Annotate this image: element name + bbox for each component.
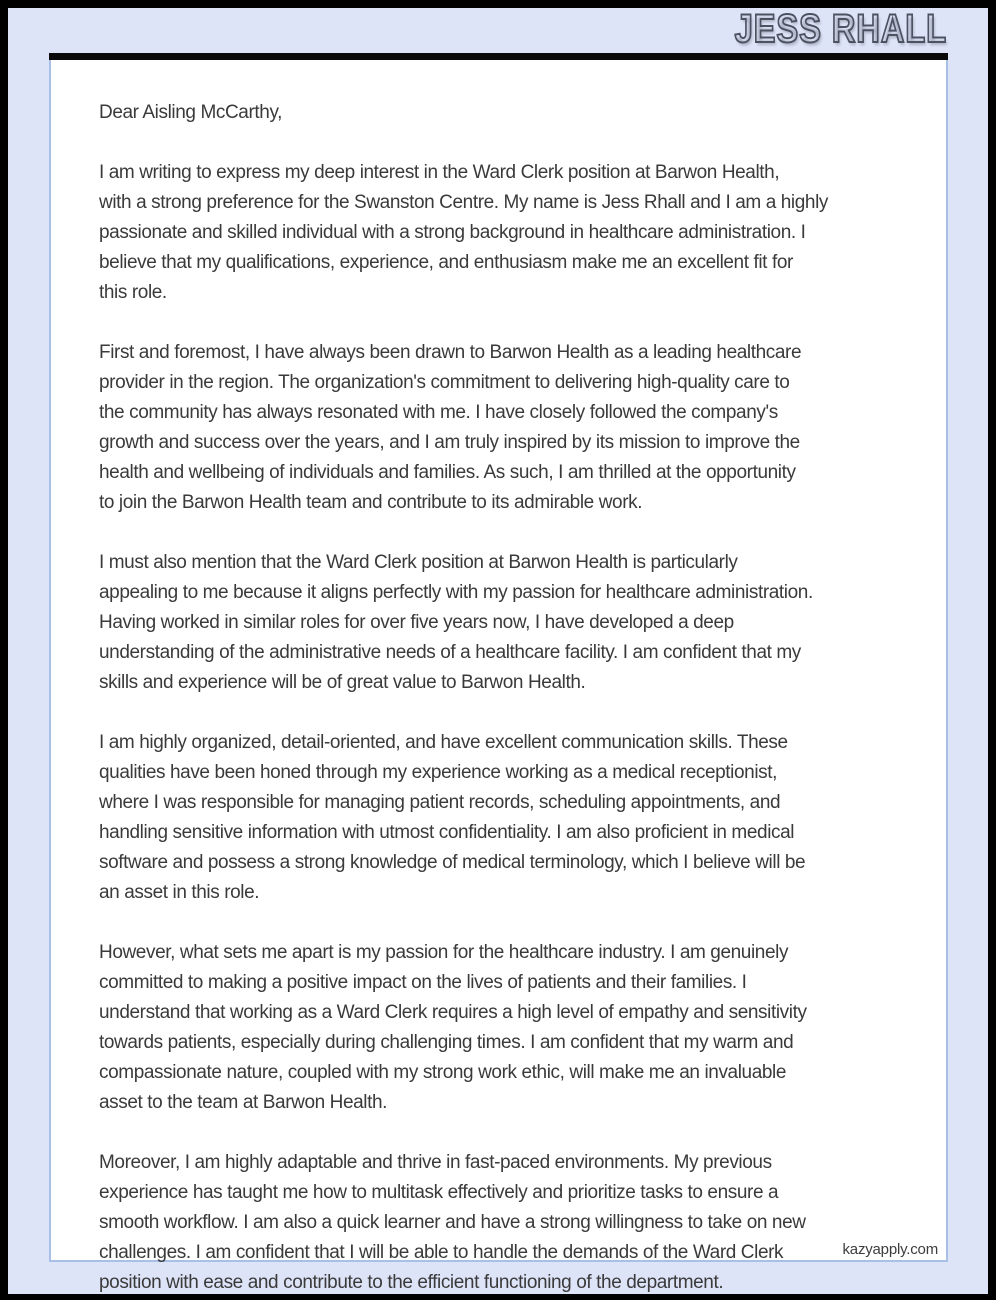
letter-paragraph xyxy=(99,728,896,908)
text-line: software and possess a strong knowledge of medical terminology, which I believe will be xyxy=(99,852,806,873)
text-line: towards patients, especially during challenging times. I am confident that my warm and xyxy=(99,1032,794,1053)
text-line: provider in the region. The organization's commitment to delivering high-quality care to xyxy=(99,372,790,393)
letter-page xyxy=(49,60,948,1293)
text-line: skills and experience will be of great value to Barwon Health. xyxy=(99,672,586,693)
text-line: I must also mention that the Ward Clerk position at Barwon Health is particularly xyxy=(99,552,738,573)
text-line: this role. xyxy=(99,282,167,303)
text-line: growth and success over the years, and I am truly inspired by its mission to improve the xyxy=(99,432,800,453)
letter-greeting: Dear Aisling McCarthy, xyxy=(99,102,283,123)
text-line: Having worked in similar roles for over five years now, I have developed a deep xyxy=(99,612,734,633)
watermark-text: kazyapply.com xyxy=(842,1241,938,1258)
text-line: passionate and skilled individual with a strong background in healthcare administration. I xyxy=(99,222,806,243)
text-line: to join the Barwon Health team and contribute to its admirable work. xyxy=(99,492,643,513)
text-line: where I was responsible for managing patient records, scheduling appointments, and xyxy=(99,792,781,813)
text-line: asset to the team at Barwon Health. xyxy=(99,1092,388,1113)
text-line: Moreover, I am highly adaptable and thrive in fast-paced environments. My previous xyxy=(99,1152,772,1173)
text-line: handling sensitive information with utmost confidentiality. I am also proficient in medical xyxy=(99,822,795,843)
text-line: smooth workflow. I am also a quick learner and have a strong willingness to take on new xyxy=(99,1212,806,1233)
text-line: believe that my qualifications, experience, and enthusiasm make me an excellent fit for xyxy=(99,252,793,273)
letterhead-name: JESS RHALL xyxy=(734,7,947,51)
text-line: committed to making a positive impact on the lives of patients and their families. I xyxy=(99,972,747,993)
text-line: an asset in this role. xyxy=(99,882,260,903)
letter-paragraph xyxy=(99,338,896,518)
text-line: I am highly organized, detail-oriented, and have excellent communication skills. These xyxy=(99,732,788,753)
text-line: with a strong preference for the Swanston Centre. My name is Jess Rhall and I am a highly xyxy=(99,192,828,213)
text-line: health and wellbeing of individuals and families. As such, I am thrilled at the opportunity xyxy=(99,462,796,483)
text-line: compassionate nature, coupled with my strong work ethic, will make me an invaluable xyxy=(99,1062,787,1083)
letter-paragraph xyxy=(99,1148,896,1298)
text-line: qualities have been honed through my experience working as a medical receptionist, xyxy=(99,762,778,783)
text-line: challenges. I am confident that I will be able to handle the demands of the Ward Clerk xyxy=(99,1242,784,1263)
text-line: experience has taught me how to multitask effectively and prioritize tasks to ensure a xyxy=(99,1182,779,1203)
text-line: the community has always resonated with me. I have closely followed the company's xyxy=(99,402,778,423)
text-line: understanding of the administrative needs of a healthcare facility. I am confident that my xyxy=(99,642,801,663)
header-divider-bar xyxy=(49,53,948,60)
text-line: First and foremost, I have always been drawn to Barwon Health as a leading healthcare xyxy=(99,342,802,363)
letter-paragraph xyxy=(99,158,896,308)
text-line: I am writing to express my deep interest in the Ward Clerk position at Barwon Health, xyxy=(99,162,780,183)
text-line: However, what sets me apart is my passion for the healthcare industry. I am genuinely xyxy=(99,942,789,963)
letter-paragraph xyxy=(99,548,896,698)
letter-paragraph xyxy=(99,938,896,1118)
text-line: understand that working as a Ward Clerk requires a high level of empathy and sensitivity xyxy=(99,1002,807,1023)
letter-body xyxy=(51,60,946,1298)
text-line: position with ease and contribute to the efficient functioning of the department. xyxy=(99,1272,724,1293)
text-line: appealing to me because it aligns perfectly with my passion for healthcare administration. xyxy=(99,582,813,603)
